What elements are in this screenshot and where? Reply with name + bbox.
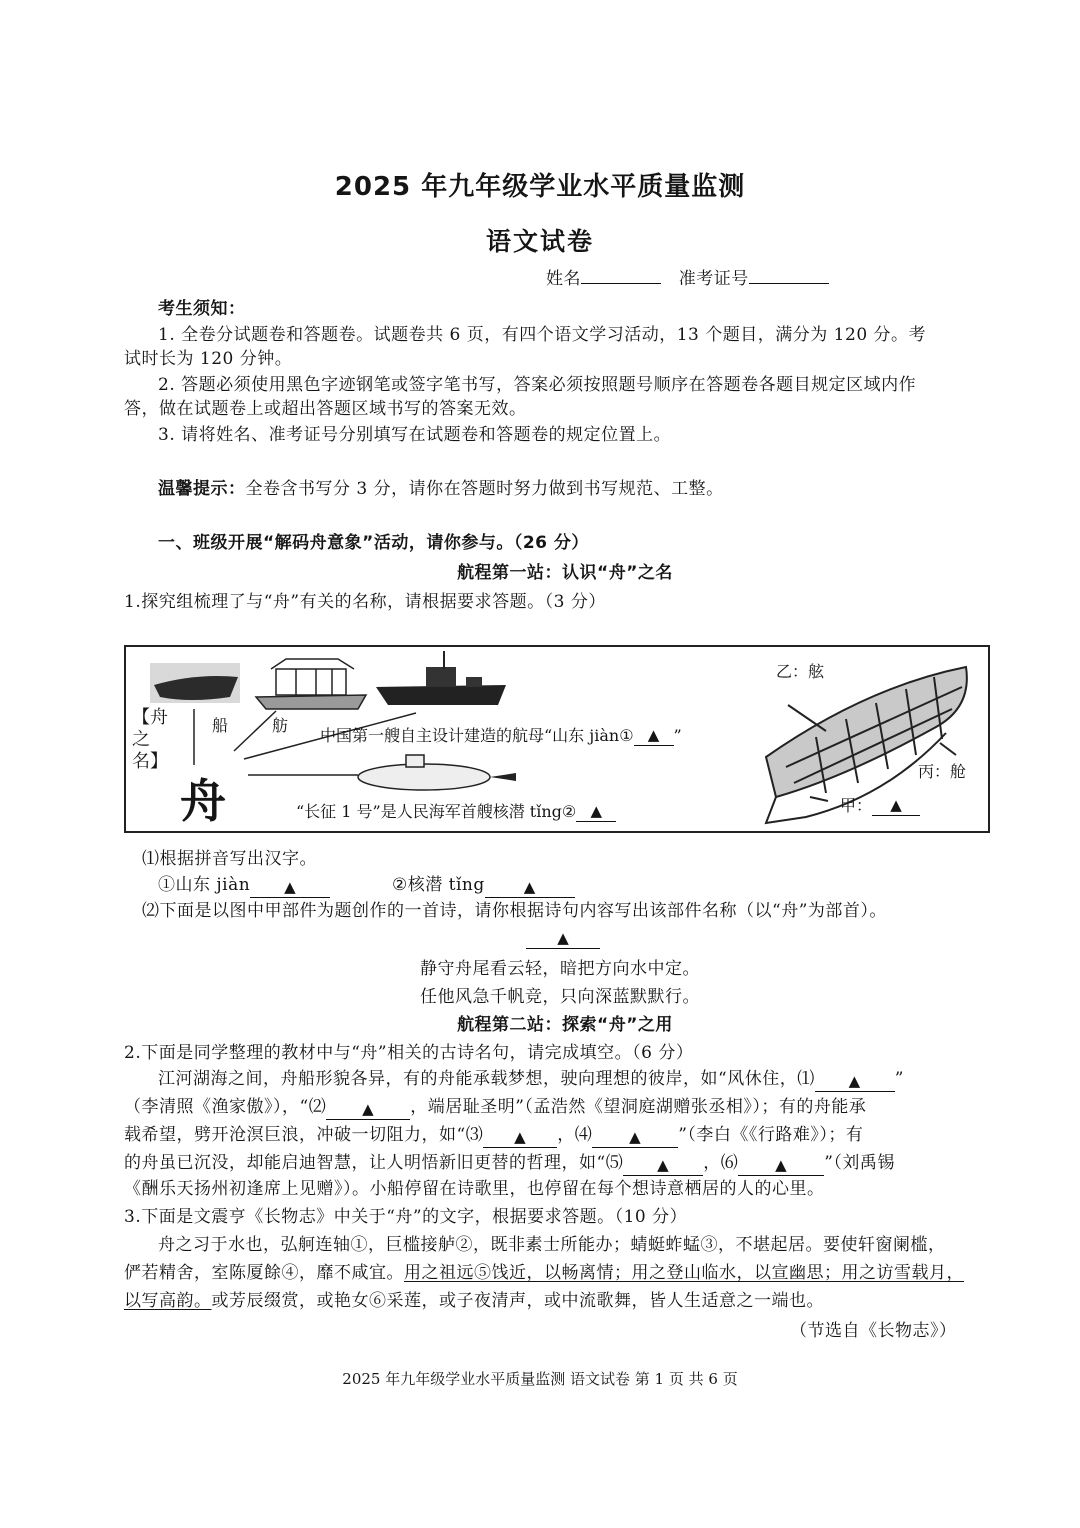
section1-heading: 一、班级开展“解码舟意象”活动，请你参与。（26 分）: [158, 533, 589, 553]
q2-line-2: （李清照《渔家傲》），“⑵ ▲ ，端居耻圣明”（孟浩然《望洞庭湖赠张丞相》）；有的舟能承: [124, 1097, 867, 1118]
name-label: 姓名: [546, 269, 581, 289]
label-jia: 甲： ▲: [840, 793, 920, 816]
q1-blanks: [158, 872, 575, 898]
label-bing: 丙：舱: [918, 762, 967, 781]
q2-blank-3[interactable]: ▲: [483, 1127, 557, 1148]
exam-title: 2025 年九年级学业水平质量监测: [334, 172, 746, 202]
carrier-caption: 中国第一艘自主设计建造的航母“山东 jiàn① ▲ ”: [320, 726, 682, 745]
page-footer: 2025 年九年级学业水平质量监测 语文试卷 第 1 页 共 6 页: [342, 1370, 738, 1388]
poem-line-1: 静守舟尾看云轻，暗把方向水中定。: [420, 959, 700, 979]
tip-text: 全卷含书写分 3 分，请你在答题时努力做到书写规范、工整。: [245, 479, 724, 499]
q3-passage-line-2: 俨若精舍，室陈厦餘④，靡不咸宜。用之祖远⑤饯近，以畅离情；用之登山临水，以宣幽思；用之访雪载月，: [124, 1263, 964, 1283]
figure-side-label: 【舟之名】: [132, 707, 168, 772]
big-zhou-char: 舟: [180, 774, 226, 828]
station2-heading: 航程第二站：探索“舟”之用: [457, 1015, 673, 1035]
q1-sub2: ⑵下面是以图中甲部件为题创作的一首诗，请你根据诗句内容写出该部件名称（以“舟”为部首）。: [142, 901, 887, 921]
q1-stem: 1.探究组梳理了与“舟”有关的名称，请根据要求答题。（3 分）: [124, 592, 606, 612]
notice-item-1: 1. 全卷分试题卷和答题卷。试题卷共 6 页，有四个语文学习活动，13 个题目，满分为 120 分。考: [158, 325, 927, 345]
figure-box: [124, 645, 990, 833]
notice-item-2-cont: 答，做在试题卷上或超出答题区域书写的答案无效。: [124, 399, 527, 419]
notice-item-2: 2. 答题必须使用黑色字迹钢笔或签字笔书写，答案必须按照题号顺序在答题卷各题目规定区域内作: [158, 375, 917, 395]
tip-label: 温馨提示：: [158, 479, 246, 499]
label-chuan: 船: [212, 716, 229, 735]
answer-blank-3[interactable]: ▲: [526, 928, 600, 949]
q2-line-4: 的舟虽已沉没，却能启迪智慧，让人明悟新旧更替的哲理，如“⑸ ▲ ，⑹ ▲ ”（刘禹锡: [124, 1153, 895, 1174]
q3-underlined-2: 以写高韵。: [124, 1291, 212, 1311]
notice-heading: 考生须知：: [158, 299, 246, 319]
station1-heading: 航程第一站：认识“舟”之名: [457, 563, 673, 583]
name-field[interactable]: [546, 266, 829, 292]
wooden-boat-icon: [150, 663, 240, 703]
q2-blank-5[interactable]: ▲: [623, 1155, 703, 1176]
q3-underlined-1: 用之祖远⑤饯近，以畅离情；用之登山临水，以宣幽思；用之访雪载月，: [404, 1263, 964, 1283]
pleasure-boat-icon: [256, 659, 366, 709]
q1-sub1: ⑴根据拼音写出汉字。: [142, 849, 317, 869]
answer-blank-2[interactable]: ▲: [485, 877, 575, 898]
answer-blank-1[interactable]: ▲: [250, 877, 330, 898]
q2-blank-4[interactable]: ▲: [592, 1127, 678, 1148]
q2-blank-2[interactable]: ▲: [326, 1099, 410, 1120]
blank1-label: ①山东 jiàn: [158, 875, 251, 895]
exam-subtitle: 语文试卷: [485, 227, 594, 256]
q2-line-1: 江河湖海之间，舟船形貌各异，有的舟能承载梦想，驶向理想的彼岸，如“风休住，⑴ ▲ ”: [158, 1069, 904, 1090]
q3-stem: 3.下面是文震亨《长物志》中关于“舟”的文字，根据要求答题。（10 分）: [124, 1207, 688, 1227]
q2-line-3: 载希望，劈开沧溟巨浪，冲破一切阻力，如“⑶ ▲ ，⑷ ▲ ”（李白《《行路难》）；有: [124, 1125, 864, 1146]
exam-id-label: 准考证号: [678, 269, 749, 289]
poem-line-2: 任他风急千帆竞，只向深蓝默默行。: [420, 987, 700, 1007]
q2-blank-6[interactable]: ▲: [738, 1155, 824, 1176]
blank2-label: ②核潜 tǐng: [392, 875, 485, 895]
q3-source: （节选自《长物志》）: [790, 1321, 957, 1341]
submarine-caption: “长征 1 号”是人民海军首艘核潜 tǐng② ▲: [296, 799, 616, 822]
q3-passage-line-1: 舟之习于水也，弘舸连轴①，巨槛接舻②，既非素士所能办；蜻蜓蚱蜢③，不堪起居。要使轩窗阑槛，: [158, 1235, 946, 1255]
notice-item-1-cont: 试时长为 120 分钟。: [124, 349, 293, 369]
submarine-icon: [358, 755, 516, 790]
q2-line-5: 《酬乐天扬州初逢席上见赠》）。小船停留在诗歌里，也停留在每个想诗意栖居的人的心里。: [124, 1179, 825, 1199]
q3-passage-line-3: 以写高韵。或芳辰缀赏，或艳女⑥采莲，或子夜清声，或中流歌舞，皆人生适意之一端也。: [124, 1291, 824, 1311]
warm-tip: [158, 476, 724, 502]
label-fang: 舫: [272, 716, 289, 735]
label-yi: 乙：舷: [776, 662, 825, 681]
warship-icon: [376, 651, 506, 705]
q2-stem: 2.下面是同学整理的教材中与“舟”相关的古诗名句，请完成填空。（6 分）: [124, 1043, 694, 1063]
notice-item-3: 3. 请将姓名、准考证号分别填写在试题卷和答题卷的规定位置上。: [158, 425, 672, 445]
q2-blank-1[interactable]: ▲: [815, 1071, 895, 1092]
